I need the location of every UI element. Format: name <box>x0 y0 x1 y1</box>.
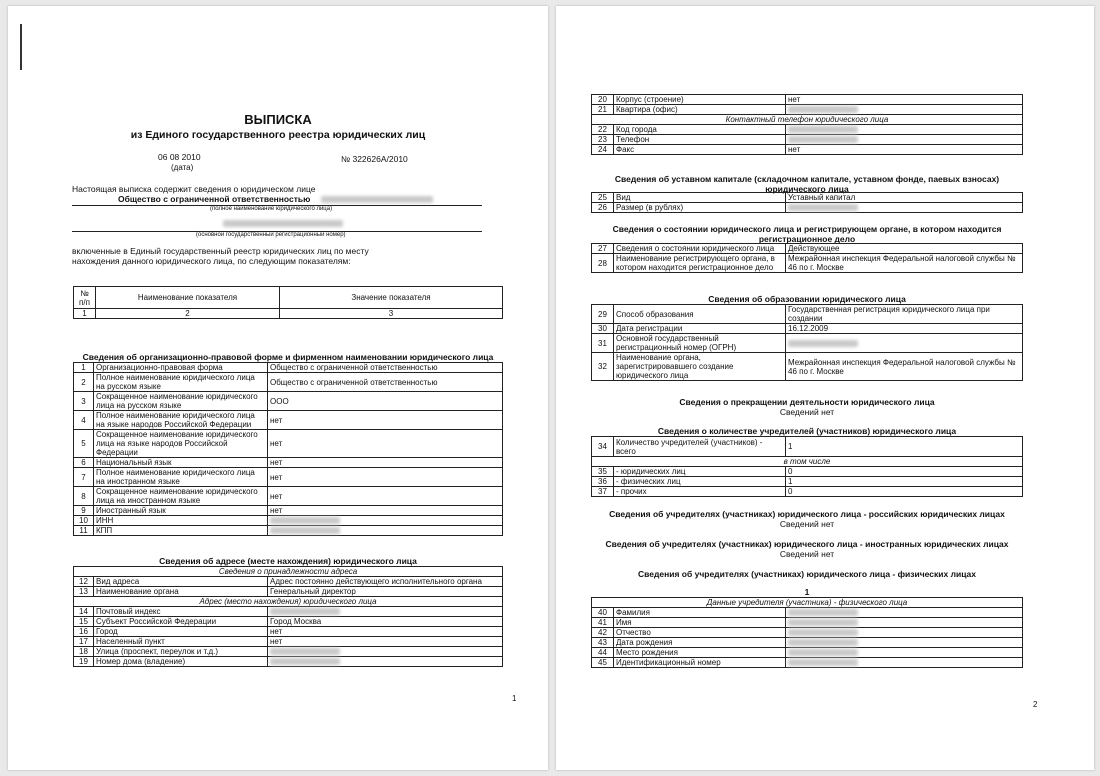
sub-address: Адрес (место нахождения) юридического лица <box>74 597 503 607</box>
row-value <box>786 203 1023 213</box>
row-value <box>786 125 1023 135</box>
row-label: Корпус (строение) <box>614 95 786 105</box>
document-page-2 <box>556 6 1094 770</box>
row-number: 15 <box>74 617 94 627</box>
redacted-value <box>788 659 858 666</box>
row-value <box>786 618 1023 628</box>
row-label: Отчество <box>614 628 786 638</box>
row-label: Дата регистрации <box>614 324 786 334</box>
document-page-1 <box>8 6 548 770</box>
row-label: Размер (в рублях) <box>614 203 786 213</box>
row-value <box>786 135 1023 145</box>
row-number: 45 <box>592 658 614 668</box>
form-table <box>73 362 503 536</box>
table-row <box>74 647 503 657</box>
row-number: 41 <box>592 618 614 628</box>
row-number: 6 <box>74 458 94 468</box>
table-building <box>591 94 1023 155</box>
row-label: - прочих <box>614 487 786 497</box>
row-number: 17 <box>74 637 94 647</box>
table-row <box>74 411 503 430</box>
row-number: 11 <box>74 526 94 536</box>
row-label: Город <box>94 627 268 637</box>
row-value: Общество с ограниченной ответственностью <box>268 373 503 392</box>
row-label: Полное наименование юридического лица на иностранном языке <box>94 468 268 487</box>
row-label: Улица (проспект, переулок и т.д.) <box>94 647 268 657</box>
row-value: нет <box>786 95 1023 105</box>
count-row-value: 1 <box>786 437 1023 457</box>
redacted-value <box>788 204 858 211</box>
table-row <box>74 617 503 627</box>
row-label: Вид адреса <box>94 577 268 587</box>
row-label: Почтовый индекс <box>94 607 268 617</box>
row-value: Генеральный директор <box>268 587 503 597</box>
row-value <box>786 608 1023 618</box>
section-formation-title: Сведения об образовании юридического лица <box>708 294 906 304</box>
row-value: Адрес постоянно действующего исполнительного органа <box>268 577 503 587</box>
row-number: 10 <box>74 516 94 526</box>
redacted-ogrn <box>223 220 343 227</box>
row-number: 36 <box>592 477 614 487</box>
redacted-value <box>270 517 340 524</box>
row-number: 19 <box>74 657 94 667</box>
row-value: нет <box>268 411 503 430</box>
row-label: Населенный пункт <box>94 637 268 647</box>
row-value <box>786 638 1023 648</box>
address-table <box>73 566 503 667</box>
row-label: - юридических лиц <box>614 467 786 477</box>
row-number: 23 <box>592 135 614 145</box>
doc-date-label: (дата) <box>171 163 194 172</box>
table-row <box>592 628 1023 638</box>
row-label: Субъект Российской Федерации <box>94 617 268 627</box>
sub-incl: в том числе <box>592 457 1023 467</box>
table-row <box>592 618 1023 628</box>
header-col-3: 3 <box>280 309 503 319</box>
row-label: Способ образования <box>614 305 786 324</box>
table-row <box>74 577 503 587</box>
row-value: 1 <box>786 477 1023 487</box>
table-row <box>74 587 503 597</box>
row-label: КПП <box>94 526 268 536</box>
row-number: 14 <box>74 607 94 617</box>
row-label: Наименование регистрирующего органа, в котором находится регистрационное дело <box>614 254 786 273</box>
row-value <box>786 334 1023 353</box>
row-value: нет <box>268 468 503 487</box>
redacted-value <box>788 649 858 656</box>
row-label: Сокращенное наименование юридического лица на языке народов Российской Федерации <box>94 430 268 458</box>
row-label: Наименование органа <box>94 587 268 597</box>
sub-phone: Контактный телефон юридического лица <box>592 115 1023 125</box>
row-number: 12 <box>74 577 94 587</box>
table-row <box>592 105 1023 115</box>
redacted-value <box>788 629 858 636</box>
doc-number: № 322626А/2010 <box>341 154 408 164</box>
row-value: 16.12.2009 <box>786 324 1023 334</box>
section-state-title: Сведения о состоянии юридического лица и регистрирующем органе, в котором находится регистрационное дело <box>612 224 1002 244</box>
org-name-text: Общество с ограниченной ответственностью <box>118 194 311 204</box>
row-value: Город Москва <box>268 617 503 627</box>
row-value <box>268 647 503 657</box>
row-label: Факс <box>614 145 786 155</box>
ru-none: Сведений нет <box>779 519 835 529</box>
table-row <box>592 658 1023 668</box>
row-value: нет <box>268 506 503 516</box>
count-table <box>591 436 1023 497</box>
row-label: Место рождения <box>614 648 786 658</box>
capital-table <box>591 192 1023 213</box>
row-number: 20 <box>592 95 614 105</box>
table-row <box>592 467 1023 477</box>
table-row <box>592 608 1023 618</box>
count-row-num: 34 <box>592 437 614 457</box>
table-row <box>592 324 1023 334</box>
row-label: Номер дома (владение) <box>94 657 268 667</box>
doc-date: 06 08 2010 <box>158 152 201 162</box>
row-label: ИНН <box>94 516 268 526</box>
row-value: нет <box>268 487 503 506</box>
row-value: нет <box>268 627 503 637</box>
intro-text: Настоящая выписка содержит сведения о юридическом лице <box>72 184 316 194</box>
row-value: Уставный капитал <box>786 193 1023 203</box>
row-label: Дата рождения <box>614 638 786 648</box>
row-label: Сведения о состоянии юридического лица <box>614 244 786 254</box>
row-number: 3 <box>74 392 94 411</box>
full-name-caption: (полное наименование юридического лица) <box>210 206 333 212</box>
row-value: Общество с ограниченной ответственностью <box>268 363 503 373</box>
section-capital-title: Сведения об уставном капитале (складочном капитале, уставном фонде, паевых взносах) юридического лица <box>614 174 1000 194</box>
table-row <box>74 373 503 392</box>
table-row <box>74 363 503 373</box>
table-row <box>74 487 503 506</box>
table-row <box>592 305 1023 324</box>
row-number: 1 <box>74 363 94 373</box>
row-label: Телефон <box>614 135 786 145</box>
termination-none: Сведений нет <box>779 407 835 417</box>
table-row <box>592 135 1023 145</box>
row-value: нет <box>268 458 503 468</box>
row-value: 0 <box>786 467 1023 477</box>
row-label: Код города <box>614 125 786 135</box>
table-row <box>592 193 1023 203</box>
row-number: 4 <box>74 411 94 430</box>
table-row <box>592 125 1023 135</box>
row-number: 18 <box>74 647 94 657</box>
redacted-value <box>788 106 858 113</box>
row-label: Имя <box>614 618 786 628</box>
table-row <box>74 458 503 468</box>
row-number: 28 <box>592 254 614 273</box>
row-number: 37 <box>592 487 614 497</box>
row-number: 24 <box>592 145 614 155</box>
row-label: Вид <box>614 193 786 203</box>
row-number: 22 <box>592 125 614 135</box>
row-value <box>268 526 503 536</box>
row-number: 29 <box>592 305 614 324</box>
redacted-value <box>270 608 340 615</box>
state-table <box>591 243 1023 273</box>
redacted-value <box>788 639 858 646</box>
table-row <box>74 607 503 617</box>
row-value <box>268 516 503 526</box>
formation-table <box>591 304 1023 381</box>
row-value <box>268 607 503 617</box>
table-row <box>592 244 1023 254</box>
row-number: 44 <box>592 648 614 658</box>
row-label: Организационно-правовая форма <box>94 363 268 373</box>
sub-affil: Сведения о принадлежности адреса <box>74 567 503 577</box>
ogrn-caption: (основной государственный регистрационный номер) <box>196 232 346 238</box>
row-number: 26 <box>592 203 614 213</box>
redacted-value <box>788 136 858 143</box>
section-person-title: Сведения об учредителях (участниках) юридического лица - физических лицах <box>638 569 976 579</box>
row-value <box>786 628 1023 638</box>
table-row <box>592 477 1023 487</box>
table-row <box>74 627 503 637</box>
row-label: Фамилия <box>614 608 786 618</box>
table-row <box>592 203 1023 213</box>
table-row <box>74 468 503 487</box>
row-label: Наименование органа, зарегистрировавшего создание юридического лица <box>614 353 786 381</box>
redacted-value <box>788 126 858 133</box>
table-row <box>74 516 503 526</box>
header-value: Значение показателя <box>280 287 503 309</box>
row-number: 27 <box>592 244 614 254</box>
table-row <box>74 392 503 411</box>
section-ru-title: Сведения об учредителях (участниках) юридического лица - российских юридических лицах <box>609 509 1005 519</box>
sub-person: Данные учредителя (участника) - физического лица <box>592 598 1023 608</box>
section-address-title: Сведения об адресе (месте нахождения) юридического лица <box>159 556 417 566</box>
table-row <box>592 648 1023 658</box>
org-name <box>118 194 433 204</box>
ogrn-value <box>223 218 343 228</box>
table-row <box>74 430 503 458</box>
binder-mark <box>20 24 22 70</box>
redacted-value <box>788 609 858 616</box>
row-label: Основной государственный регистрационный номер (ОГРН) <box>614 334 786 353</box>
page-number-1: 1 <box>512 694 517 703</box>
row-number: 5 <box>74 430 94 458</box>
table-row <box>592 145 1023 155</box>
row-value: Действующее <box>786 244 1023 254</box>
row-number: 7 <box>74 468 94 487</box>
row-label: Сокращенное наименование юридического лица на русском языке <box>94 392 268 411</box>
table-row <box>592 254 1023 273</box>
row-value: Межрайонная инспекция Федеральной налоговой службы № 46 по г. Москве <box>786 254 1023 273</box>
row-value: нет <box>786 145 1023 155</box>
count-row-name: Количество учредителей (участников) - всего <box>614 437 786 457</box>
person-index: 1 <box>804 587 810 597</box>
doc-subtitle: из Единого государственного реестра юридических лиц <box>130 129 426 141</box>
table-row <box>74 506 503 516</box>
row-label: Полное наименование юридического лица на языке народов Российской Федерации <box>94 411 268 430</box>
row-value <box>786 658 1023 668</box>
person-table <box>591 597 1023 668</box>
table-row <box>592 487 1023 497</box>
row-value: нет <box>268 637 503 647</box>
row-number: 13 <box>74 587 94 597</box>
included-text-2: нахождения данного юридического лица, по следующим показателям: <box>72 256 351 266</box>
row-label: Полное наименование юридического лица на русском языке <box>94 373 268 392</box>
row-value <box>268 657 503 667</box>
page-number-2: 2 <box>1033 700 1038 709</box>
row-value: ООО <box>268 392 503 411</box>
row-number: 40 <box>592 608 614 618</box>
row-value <box>786 648 1023 658</box>
table-row <box>592 638 1023 648</box>
row-label: Идентификационный номер <box>614 658 786 668</box>
row-number: 31 <box>592 334 614 353</box>
row-number: 25 <box>592 193 614 203</box>
foreign-none: Сведений нет <box>779 549 835 559</box>
header-table <box>73 286 503 319</box>
table-row <box>592 95 1023 105</box>
header-num: № п/п <box>74 287 96 309</box>
section-termination-title: Сведения о прекращении деятельности юридического лица <box>679 397 935 407</box>
header-col-1: 1 <box>74 309 96 319</box>
row-label: Сокращенное наименование юридического лица на иностранном языке <box>94 487 268 506</box>
section-count-title: Сведения о количестве учредителей (участников) юридического лица <box>657 426 957 436</box>
row-value: 0 <box>786 487 1023 497</box>
row-value <box>786 105 1023 115</box>
table-row <box>592 334 1023 353</box>
row-label: Национальный язык <box>94 458 268 468</box>
row-number: 2 <box>74 373 94 392</box>
row-label: Квартира (офис) <box>614 105 786 115</box>
redacted-value <box>270 648 340 655</box>
redacted-value <box>788 619 858 626</box>
row-label: Иностранный язык <box>94 506 268 516</box>
row-number: 42 <box>592 628 614 638</box>
doc-title: ВЫПИСКА <box>244 112 312 127</box>
redacted-org-name <box>321 196 433 203</box>
row-value: Межрайонная инспекция Федеральной налоговой службы № 46 по г. Москве <box>786 353 1023 381</box>
table-row <box>74 637 503 647</box>
redacted-value <box>270 527 340 534</box>
header-col-2: 2 <box>96 309 280 319</box>
row-number: 9 <box>74 506 94 516</box>
row-number: 16 <box>74 627 94 637</box>
header-name: Наименование показателя <box>96 287 280 309</box>
section-form-title: Сведения об организационно-правовой форме и фирменном наименовании юридического лица <box>82 352 494 362</box>
row-number: 30 <box>592 324 614 334</box>
row-label: - физических лиц <box>614 477 786 487</box>
redacted-value <box>270 658 340 665</box>
row-number: 35 <box>592 467 614 477</box>
row-number: 43 <box>592 638 614 648</box>
included-text-1: включенные в Единый государственный реестр юридических лиц по месту <box>72 246 369 256</box>
table-row <box>74 526 503 536</box>
row-number: 8 <box>74 487 94 506</box>
section-foreign-title: Сведения об учредителях (участниках) юридического лица - иностранных юридических лицах <box>605 539 1009 549</box>
redacted-value <box>788 340 858 347</box>
row-value: Государственная регистрация юридического лица при создании <box>786 305 1023 324</box>
table-row <box>74 657 503 667</box>
row-value: нет <box>268 430 503 458</box>
row-number: 32 <box>592 353 614 381</box>
table-row <box>592 353 1023 381</box>
row-number: 21 <box>592 105 614 115</box>
